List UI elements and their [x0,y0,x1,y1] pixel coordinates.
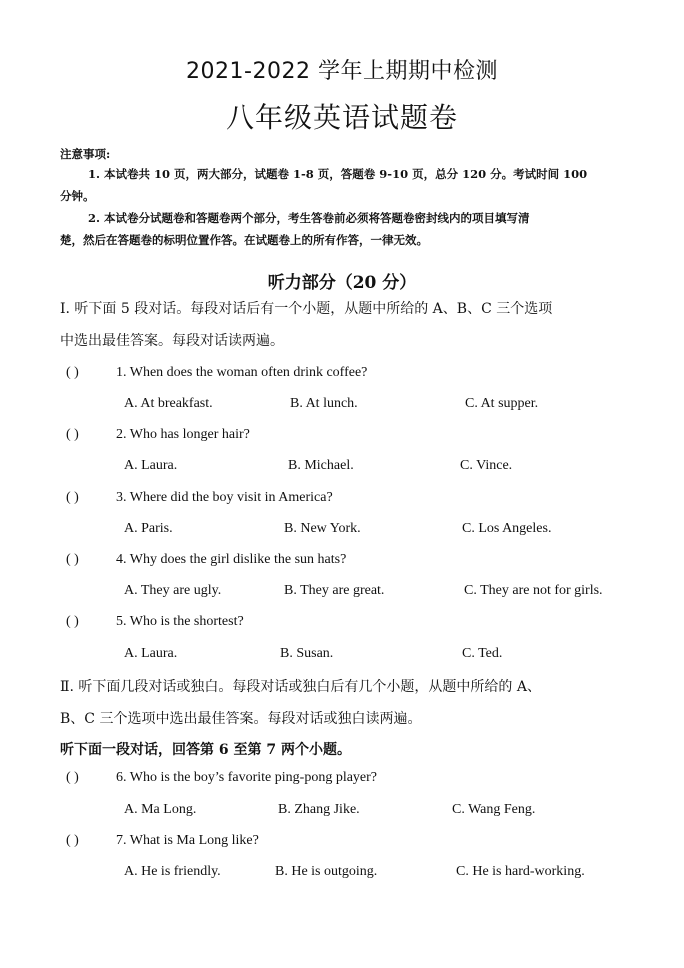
part-2-instruction-line-1: Ⅱ. 听下面几段对话或独白。每段对话或独白后有几个小题，从题中所给的 A、 [60,679,541,695]
answer-blank[interactable]: ( ) [66,833,79,848]
option-a: A. Laura. [124,458,178,473]
question-text: 2. Who has longer hair? [116,427,250,442]
question-7 [66,833,259,849]
question-3 [66,490,333,506]
answer-blank[interactable]: ( ) [66,427,79,442]
option-b: B. He is outgoing. [275,864,378,879]
option-a: A. At breakfast. [124,396,213,411]
question-text: 6. Who is the boy’s favorite ping-pong player? [116,770,378,785]
option-c: C. They are not for girls. [464,583,603,598]
question-2 [66,427,250,443]
option-a: A. Ma Long. [124,802,197,817]
option-c: C. Ted. [462,646,503,661]
dialogue-instruction: 听下面一段对话，回答第 6 至第 7 两个小题。 [60,742,351,758]
answer-blank[interactable]: ( ) [66,490,79,505]
option-b: B. Michael. [288,458,354,473]
part-1-instruction-line-2: 中选出最佳答案。每段对话读两遍。 [60,333,284,349]
option-b: B. New York. [284,521,361,536]
option-c: C. Vince. [460,458,513,473]
question-text: 3. Where did the boy visit in America? [116,490,333,505]
option-a: A. He is friendly. [124,864,221,879]
option-a: A. Laura. [124,646,178,661]
option-b: B. At lunch. [290,396,358,411]
answer-blank[interactable]: ( ) [66,770,79,785]
option-c: C. Wang Feng. [452,802,536,817]
notice-heading: 注意事项: [60,147,111,161]
question-5 [66,614,244,630]
option-c: C. He is hard-working. [456,864,585,879]
option-a: A. They are ugly. [124,583,222,598]
exam-title-subject: 八年级英语试题卷 [225,101,458,134]
notice-item-1-line-1: 1. 本试卷共 10 页，两大部分，试题卷 1-8 页，答题卷 9-10 页，总分 120 分。考试时间 100 [88,167,588,181]
answer-blank[interactable]: ( ) [66,614,79,629]
notice-item-1-line-2: 分钟。 [60,189,95,203]
question-1 [66,365,367,381]
option-c: C. Los Angeles. [462,521,552,536]
option-c: C. At supper. [465,396,539,411]
question-text: 1. When does the woman often drink coffee? [116,365,368,380]
notice-item-2-line-2: 楚，然后在答题卷的标明位置作答。在试题卷上的所有作答，一律无效。 [60,233,428,247]
answer-blank[interactable]: ( ) [66,552,79,567]
option-b: B. Zhang Jike. [278,802,360,817]
notice-item-2-line-1: 2. 本试卷分试题卷和答题卷两个部分，考生答卷前必须将答题卷密封线内的项目填写清 [88,211,530,225]
option-b: B. They are great. [284,583,385,598]
question-4 [66,552,346,568]
answer-blank[interactable]: ( ) [66,365,79,380]
part-2-instruction-line-2: B、C 三个选项中选出最佳答案。每段对话或独白读两遍。 [60,711,422,727]
part-1-instruction-line-1: Ⅰ. 听下面 5 段对话。每段对话后有一个小题，从题中所给的 A、B、C 三个选项 [60,301,553,317]
listening-section-title: 听力部分（20 分） [267,273,417,293]
option-a: A. Paris. [124,521,173,536]
question-text: 4. Why does the girl dislike the sun hats? [116,552,347,567]
question-text: 5. Who is the shortest? [116,614,244,629]
question-text: 7. What is Ma Long like? [116,833,259,848]
question-6 [66,770,377,786]
option-b: B. Susan. [280,646,334,661]
exam-title-year: 2021-2022 学年上期期中检测 [186,59,498,84]
